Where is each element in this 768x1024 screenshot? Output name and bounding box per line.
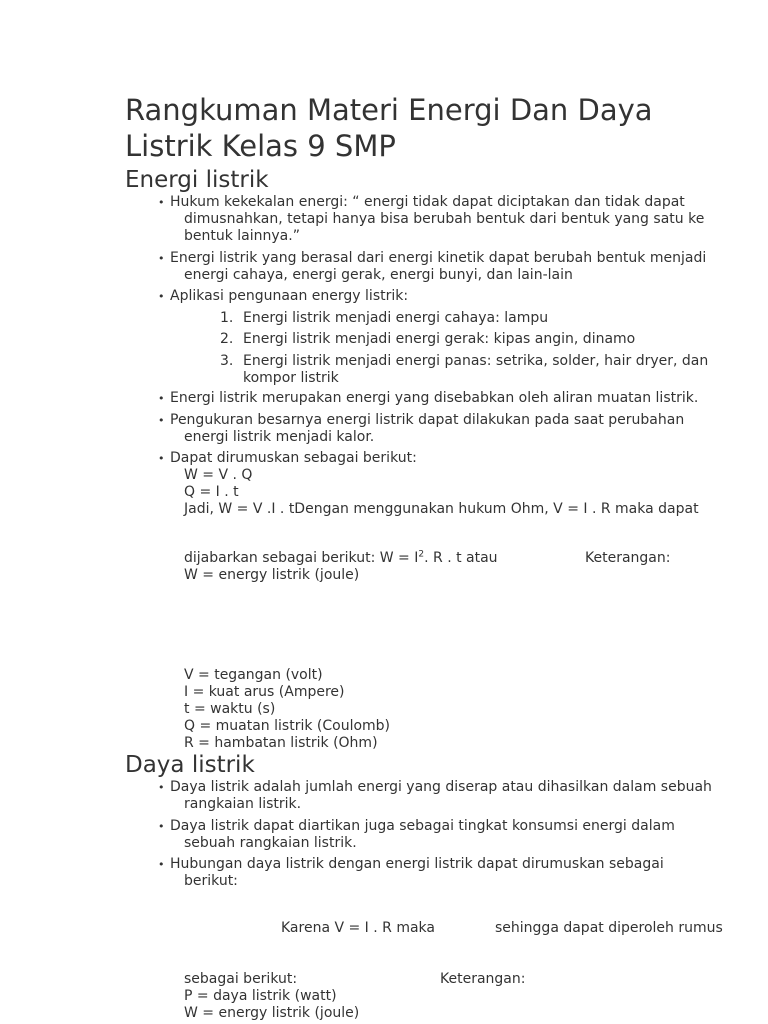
- list-item: • Daya listrik adalah jumlah energi yang diserap atau dihasilkan dalam sebuah rangkaian listrik.: [158, 779, 712, 812]
- list-item: • Pengukuran besarnya energi listrik dapat dilakukan pada saat perubahan energi listrik menjadi kalor.: [158, 412, 685, 445]
- formula-karena: Karena V = I . R maka: [281, 920, 435, 936]
- bullet-icon: •: [158, 781, 165, 794]
- formula-dijabarkan: dijabarkan sebagai berikut: $W = I^2$. R . t atau: [184, 549, 498, 566]
- bullet-icon: •: [158, 820, 165, 833]
- legend-item: V = tegangan (volt): [184, 667, 323, 683]
- bullet-icon: •: [158, 196, 165, 209]
- numbered-item: 3. Energi listrik menjadi energi panas: setrika, solder, hair dryer, dan kompor listrik: [220, 353, 709, 386]
- bullet-icon: •: [158, 452, 165, 465]
- bullet-icon: •: [158, 252, 165, 265]
- formula-w: W = V . Q: [184, 467, 253, 483]
- numbered-item: 1. Energi listrik menjadi energi cahaya: lampu: [220, 310, 549, 326]
- list-item: • Dapat dirumuskan sebagai berikut:: [158, 450, 417, 466]
- list-item: • Daya listrik dapat diartikan juga sebagai tingkat konsumsi energi dalam sebuah rangkaian listrik.: [158, 818, 675, 851]
- legend-item: t = waktu (s): [184, 701, 276, 717]
- list-item: • Energi listrik merupakan energi yang disebabkan oleh aliran muatan listrik.: [158, 390, 699, 406]
- legend-item: I = kuat arus (Ampere): [184, 684, 345, 700]
- section-heading-daya: Daya listrik: [125, 752, 255, 778]
- list-item: • Energi listrik yang berasal dari energi kinetik dapat berubah bentuk menjadi energi cahaya, energi gerak, energi bunyi, dan lain-lain: [158, 250, 707, 283]
- legend-item: W = energy listrik (joule): [184, 1005, 360, 1021]
- list-item: • Hubungan daya listrik dengan energi listrik dapat dirumuskan sebagai berikut:: [158, 856, 664, 889]
- formula-sehingga: sehingga dapat diperoleh rumus: [495, 920, 723, 936]
- list-item: • Hukum kekekalan energi: “ energi tidak dapat diciptakan dan tidak dapat dimusnahkan, tetapi hanya bisa berubah bentuk dari bentuk yang satu ke bentuk lainnya.”: [158, 194, 705, 244]
- keterangan-label: Keterangan:: [585, 550, 671, 566]
- legend-item: Q = muatan listrik (Coulomb): [184, 718, 391, 734]
- bullet-icon: •: [158, 392, 165, 405]
- bullet-icon: •: [158, 414, 165, 427]
- list-item: • Aplikasi pengunaan energy listrik:: [158, 288, 409, 304]
- sebagai-berikut: sebagai berikut:: [184, 971, 298, 987]
- legend-item: P = daya listrik (watt): [184, 988, 337, 1004]
- legend-item: W = energy listrik (joule): [184, 567, 360, 583]
- keterangan-label: Keterangan:: [440, 971, 526, 987]
- numbered-item: 2. Energi listrik menjadi energi gerak: kipas angin, dinamo: [220, 331, 636, 347]
- section-heading-energi: Energi listrik: [125, 167, 269, 193]
- formula-q: Q = I . t: [184, 484, 239, 500]
- formula-jadi: Jadi, W = V .I . tDengan menggunakan hukum Ohm, V = I . R maka dapat: [184, 501, 699, 517]
- bullet-icon: •: [158, 858, 165, 871]
- bullet-icon: •: [158, 290, 165, 303]
- legend-item: R = hambatan listrik (Ohm): [184, 735, 378, 751]
- page-title: Rangkuman Materi Energi Dan Daya Listrik Kelas 9 SMP: [125, 93, 653, 163]
